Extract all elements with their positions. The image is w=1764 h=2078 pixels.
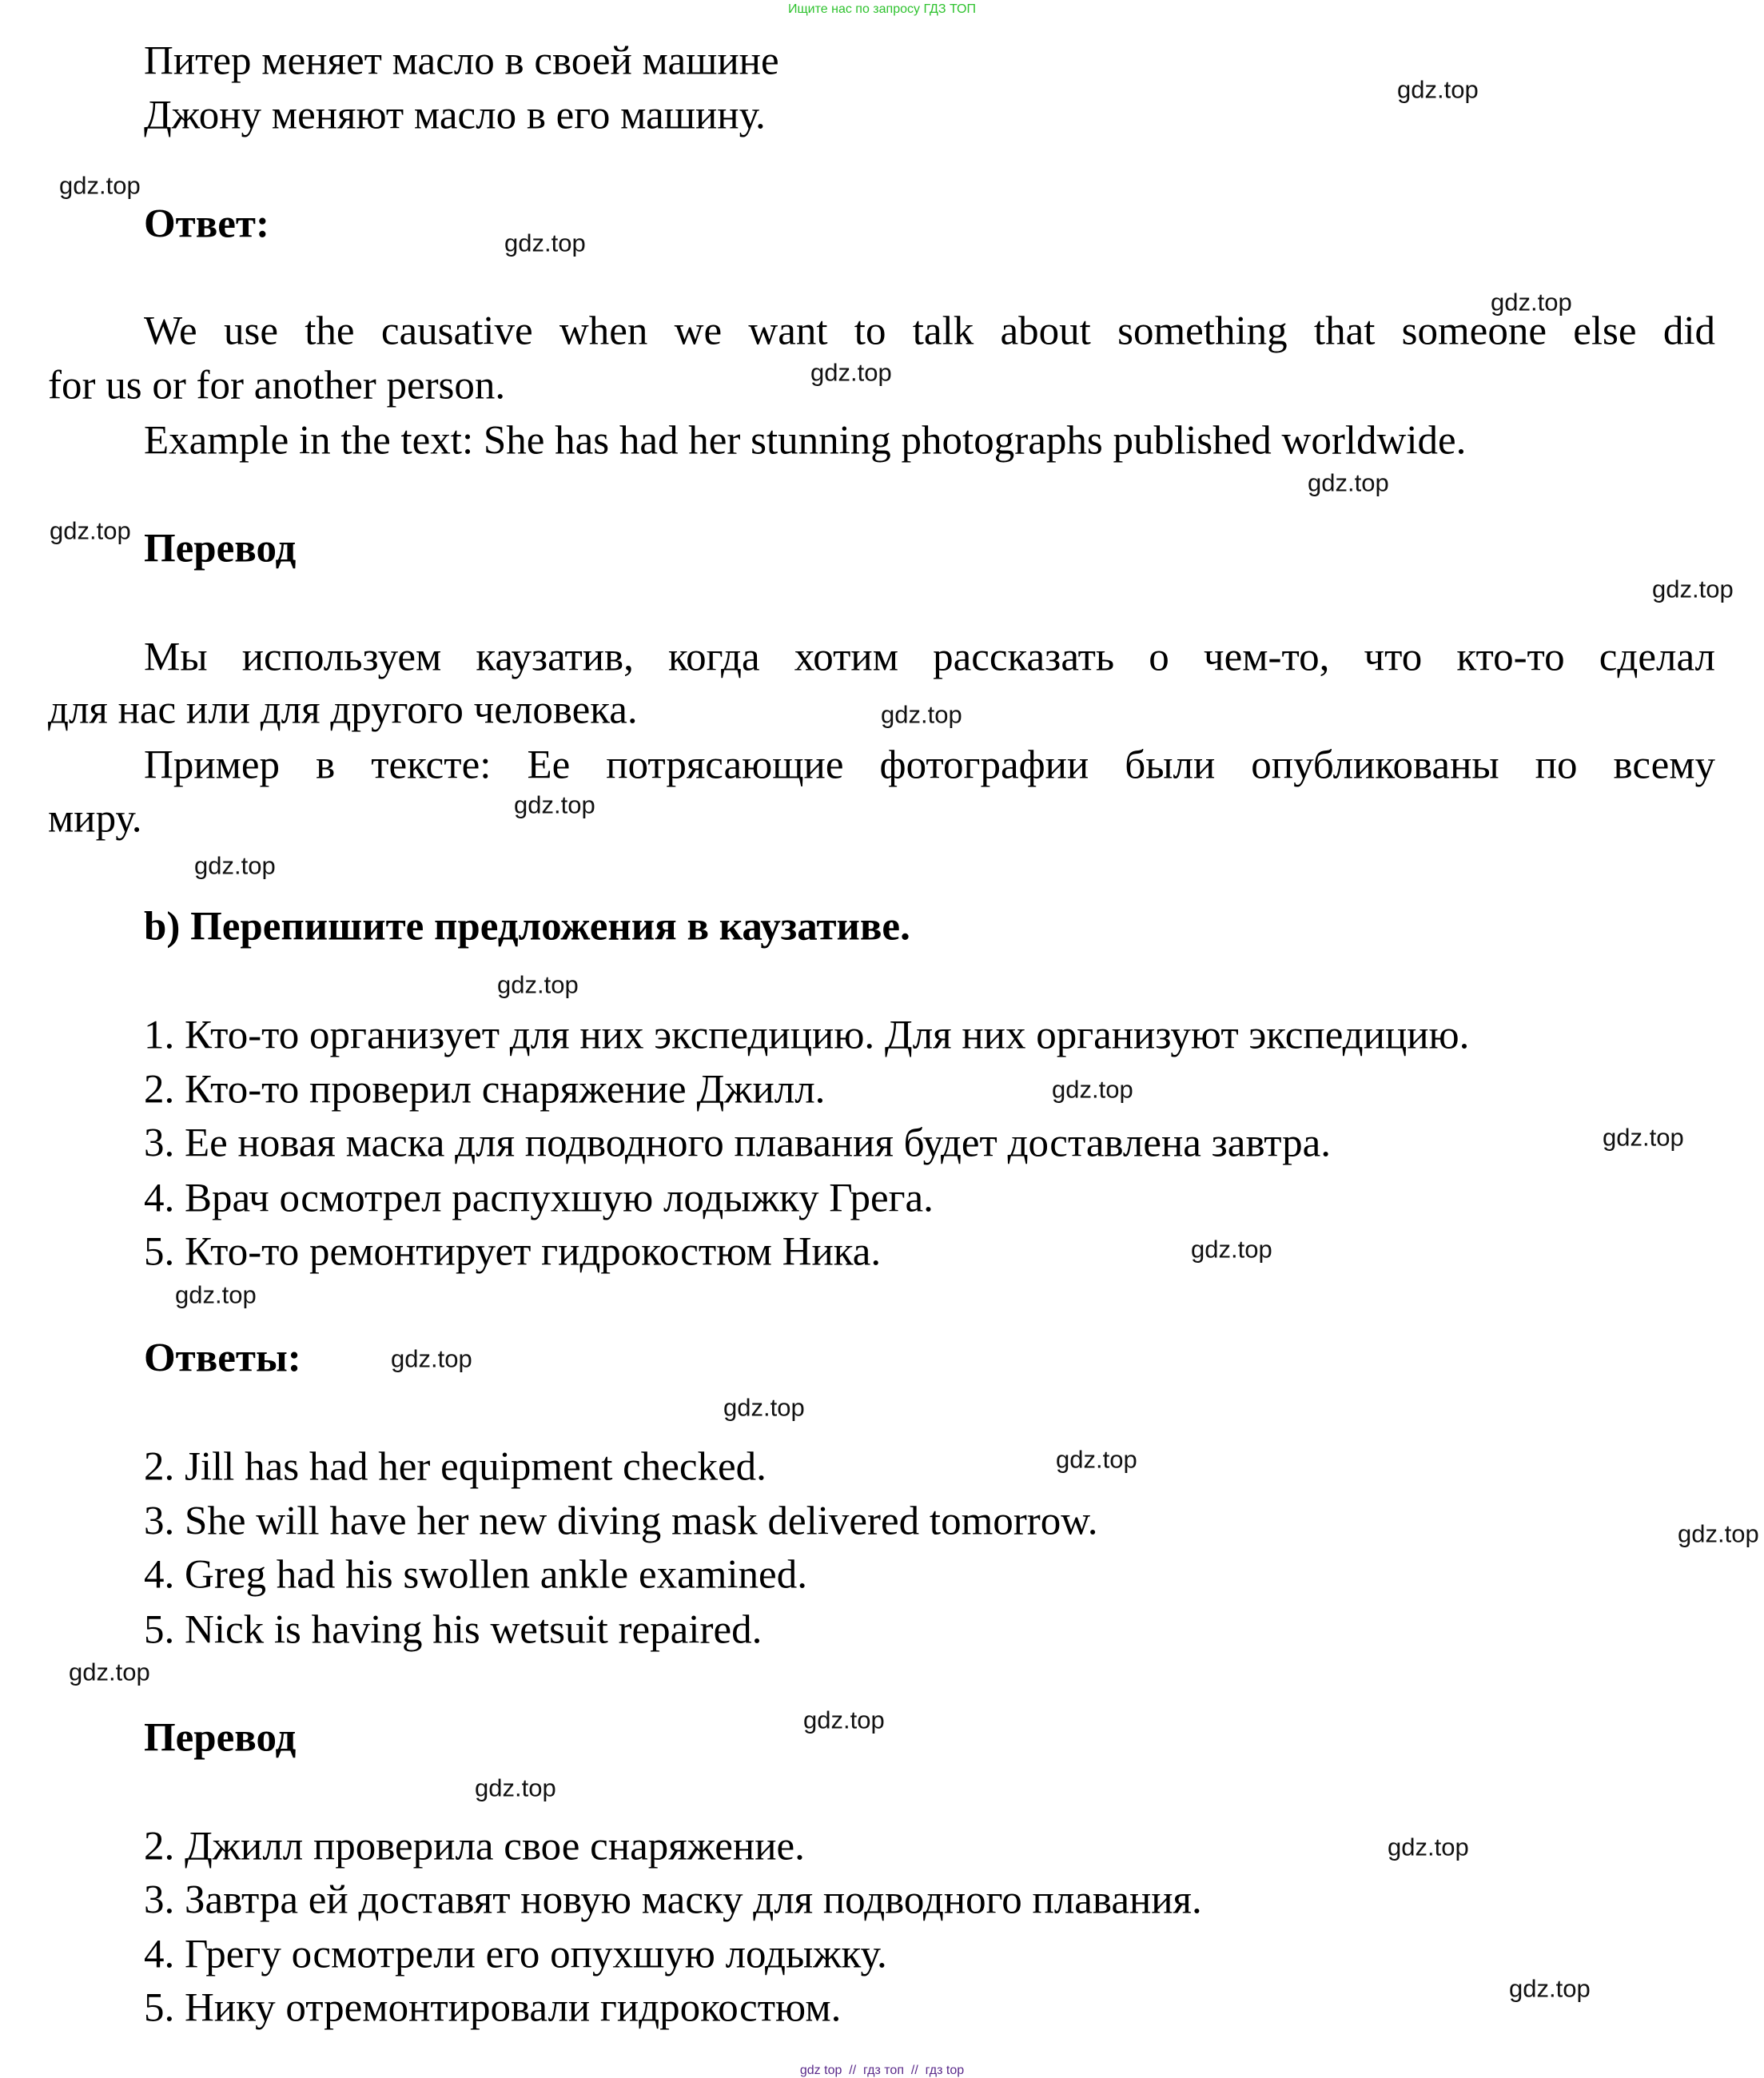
answer-heading: Ответ: bbox=[144, 201, 269, 247]
task-item: 1. Кто-то организует для них экспедицию. Для них организуют экспедицию. bbox=[144, 1013, 1470, 1058]
watermark: gdz.top bbox=[475, 1773, 556, 1802]
translation-heading: Перевод bbox=[144, 526, 297, 571]
task-item: 5. Кто-то ремонтирует гидрокостюм Ника. bbox=[144, 1229, 882, 1275]
watermark: gdz.top bbox=[59, 171, 141, 200]
watermark: gdz.top bbox=[1191, 1235, 1272, 1264]
task-b-heading: b) Перепишите предложения в каузативе. bbox=[144, 904, 910, 949]
answer-example: Example in the text: She has had her stunning photographs published worldwide. bbox=[144, 418, 1467, 464]
footer-links: gdz top // гдз топ // гдз top bbox=[799, 2064, 965, 2077]
watermark: gdz.top bbox=[497, 970, 579, 999]
answer-paragraph-line-1: We use the causative when we want to talk about something that someone else did bbox=[144, 309, 1715, 354]
translation-example-line-2: миру. bbox=[48, 796, 142, 842]
answer-item: 4. Greg had his swollen ankle examined. bbox=[144, 1552, 807, 1598]
translation-paragraph-line-2: для нас или для другого человека. bbox=[48, 687, 638, 733]
watermark: gdz.top bbox=[723, 1393, 805, 1422]
watermark: gdz.top bbox=[69, 1658, 150, 1686]
watermark: gdz.top bbox=[803, 1706, 885, 1734]
translation-example-line-1: Пример в тексте: Ее потрясающие фотографии были опубликованы по всему bbox=[144, 742, 1715, 788]
watermark: gdz.top bbox=[1509, 1974, 1591, 2003]
watermark: gdz.top bbox=[1052, 1075, 1133, 1104]
answer-paragraph-line-2: for us or for another person. bbox=[48, 363, 506, 408]
answer-item: 3. She will have her new diving mask delivered tomorrow. bbox=[144, 1499, 1098, 1544]
watermark: gdz.top bbox=[881, 700, 962, 729]
task-item: 2. Кто-то проверил снаряжение Джилл. bbox=[144, 1067, 826, 1113]
intro-line-1: Питер меняет масло в своей машине bbox=[144, 38, 779, 84]
translation-item: 2. Джилл проверила свое снаряжение. bbox=[144, 1824, 805, 1869]
translation-paragraph-line-1: Мы используем каузатив, когда хотим рассказать о чем-то, что кто-то сделал bbox=[144, 635, 1715, 680]
header-banner: Ищите нас по запросу ГДЗ ТОП bbox=[788, 2, 976, 16]
watermark: gdz.top bbox=[1056, 1445, 1137, 1474]
translation-b-heading: Перевод bbox=[144, 1715, 297, 1761]
intro-line-2: Джону меняют масло в его машину. bbox=[144, 93, 766, 138]
watermark: gdz.top bbox=[504, 229, 586, 257]
watermark: gdz.top bbox=[175, 1280, 257, 1309]
translation-item: 3. Завтра ей доставят новую маску для подводного плавания. bbox=[144, 1877, 1202, 1923]
watermark: gdz.top bbox=[1397, 75, 1479, 104]
answer-item: 5. Nick is having his wetsuit repaired. bbox=[144, 1607, 763, 1653]
watermark: gdz.top bbox=[1652, 575, 1734, 603]
watermark: gdz.top bbox=[194, 851, 276, 880]
answers-heading: Ответы: bbox=[144, 1336, 301, 1381]
watermark: gdz.top bbox=[1491, 288, 1572, 316]
watermark: gdz.top bbox=[1308, 468, 1389, 497]
task-item: 3. Ее новая маска для подводного плавания будет доставлена завтра. bbox=[144, 1121, 1332, 1166]
task-item: 4. Врач осмотрел распухшую лодыжку Грега. bbox=[144, 1176, 934, 1221]
watermark: gdz.top bbox=[1388, 1833, 1469, 1861]
watermark: gdz.top bbox=[514, 790, 595, 819]
answer-item: 2. Jill has had her equipment checked. bbox=[144, 1444, 767, 1490]
watermark: gdz.top bbox=[50, 516, 131, 545]
watermark: gdz.top bbox=[391, 1344, 472, 1373]
translation-item: 5. Нику отремонтировали гидрокостюм. bbox=[144, 1985, 842, 2031]
watermark: gdz.top bbox=[1603, 1123, 1684, 1152]
translation-item: 4. Грегу осмотрели его опухшую лодыжку. bbox=[144, 1932, 887, 1977]
watermark: gdz.top bbox=[1678, 1519, 1759, 1548]
watermark: gdz.top bbox=[810, 358, 892, 387]
